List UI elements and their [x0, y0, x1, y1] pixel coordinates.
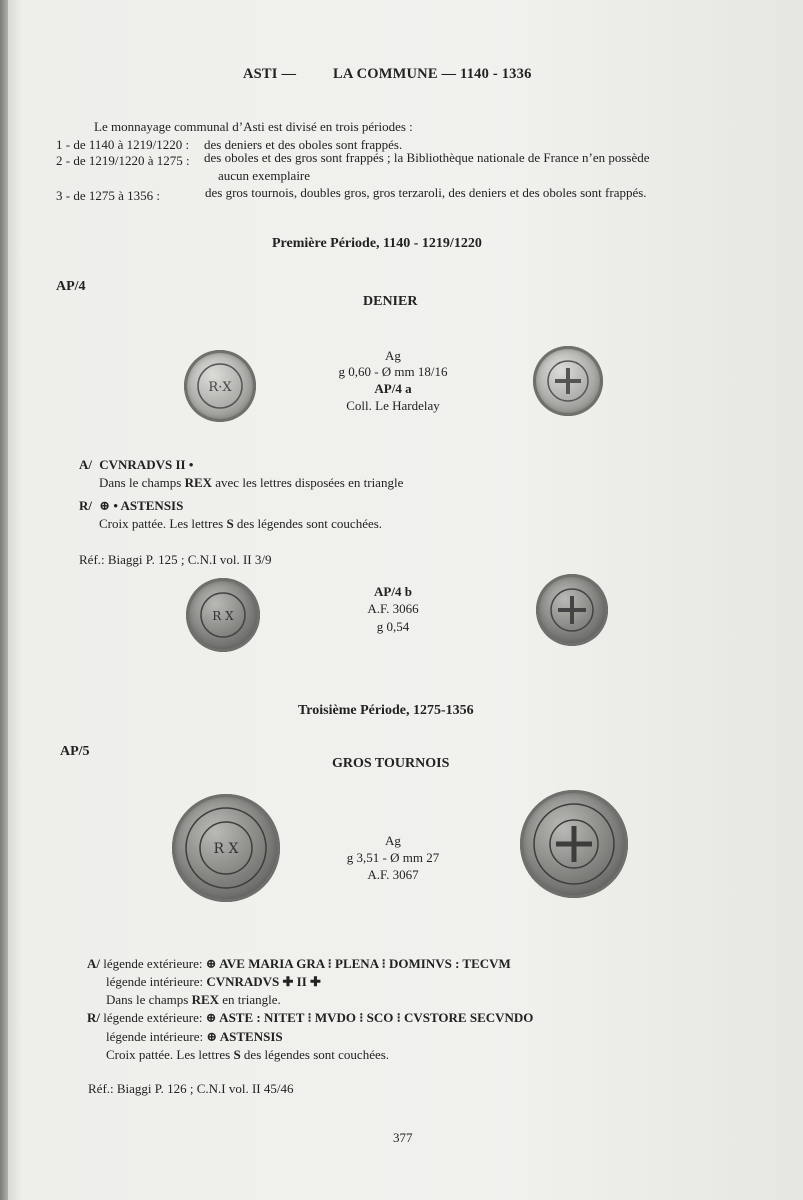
- coin-ap5-weight: g 3,51 - Ø mm 27: [346, 850, 440, 865]
- s1-obverse-legend: CVNRADVS II •: [99, 457, 194, 472]
- s1-obverse-prefix: A/: [79, 457, 92, 472]
- coin-ap5-reverse-image: [520, 790, 628, 898]
- coin-ap4a-collection: Coll. Le Hardelay: [346, 398, 440, 413]
- svg-text:R X: R X: [212, 609, 234, 623]
- coin-ap5-metal: Ag: [385, 833, 401, 848]
- s1-obverse-desc: [99, 475, 403, 491]
- s3-obverse-prefix: A/: [87, 956, 100, 971]
- s3-reverse-ext-label: légende extérieure:: [103, 1010, 203, 1025]
- s3-reverse-ext-legend: ⊕ ASTE : NITET ⁝ MVDO ⁝ SCO ⁝ CVSTORE SECVNDO: [205, 1010, 534, 1025]
- s3-obverse-int-line: [106, 974, 321, 990]
- s3-reverse-prefix: R/: [87, 1010, 100, 1025]
- coin-ap4b-id: AP/4 b: [374, 584, 412, 599]
- section-1-title: Première Période, 1140 - 1219/1220: [272, 236, 482, 251]
- s3-reverse-ext-line: [87, 1010, 533, 1026]
- s3-reverse-desc: [106, 1047, 389, 1063]
- s3-obverse-desc-b: REX: [191, 992, 220, 1007]
- s1-reverse-desc: [99, 516, 382, 532]
- section-1-code: AP/4: [56, 279, 86, 294]
- section-3-type: GROS TOURNOIS: [332, 756, 450, 771]
- s1-reverse-legend: ⊕ • ASTENSIS: [99, 498, 184, 513]
- book-page: [8, 0, 803, 1200]
- s3-obverse-ext-legend: ⊕ AVE MARIA GRA ⁝ PLENA ⁝ DOMINVS : TECVM: [205, 956, 511, 971]
- coin-ap4b-af: A.F. 3066: [367, 601, 419, 616]
- s3-reverse-int-line: [106, 1029, 283, 1045]
- section-3-title: Troisième Période, 1275-1356: [298, 703, 474, 718]
- coin-ap4a-weight: g 0,60 - Ø mm 18/16: [338, 364, 448, 379]
- coin-ap5-obverse-image: [172, 794, 280, 902]
- s3-obverse-int-label: légende intérieure:: [106, 974, 204, 989]
- intro-line: Le monnayage communal d’Asti est divisé en trois périodes :: [94, 119, 413, 134]
- section-3-code: AP/5: [60, 744, 90, 759]
- s1-reverse-line: [79, 498, 183, 514]
- s3-obverse-desc-c: en triangle.: [219, 992, 281, 1007]
- s1-obverse-desc-c: avec les lettres disposées en triangle: [212, 475, 404, 490]
- coin-ap4a-reverse-image: [533, 346, 603, 416]
- s1-reverse-desc-b: S: [226, 516, 234, 531]
- s3-reverse-int-legend: ⊕ ASTENSIS: [206, 1029, 283, 1044]
- s3-reverse-int-label: légende intérieure:: [106, 1029, 204, 1044]
- s1-obverse-desc-a: Dans le champs: [99, 475, 185, 490]
- header-title-left: ASTI —: [243, 66, 297, 82]
- coin-ap4b-weight: g 0,54: [376, 619, 410, 634]
- coin-ap4b-obverse-image: [186, 578, 260, 652]
- coin-ap4b-reverse-image: [536, 574, 608, 646]
- s1-reference: Réf.: Biaggi P. 125 ; C.N.I vol. II 3/9: [79, 552, 272, 567]
- s3-obverse-desc: [106, 992, 281, 1008]
- coin-ap4a-id: AP/4 a: [374, 381, 412, 396]
- coin-ap5-af: A.F. 3067: [367, 867, 419, 882]
- s3-obverse-desc-a: Dans le champs: [106, 992, 192, 1007]
- period-1-range: 1 - de 1140 à 1219/1220 :: [56, 137, 190, 152]
- section-1-type: DENIER: [363, 294, 418, 309]
- s3-reference: Réf.: Biaggi P. 126 ; C.N.I vol. II 45/46: [88, 1081, 294, 1096]
- page-number: 377: [393, 1130, 413, 1145]
- s3-reverse-desc-b: S: [233, 1047, 241, 1062]
- s3-obverse-ext-label: légende extérieure:: [103, 956, 203, 971]
- svg-text:R X: R X: [213, 841, 239, 857]
- s1-reverse-prefix: R/: [79, 498, 92, 513]
- period-2-range: 2 - de 1219/1220 à 1275 :: [56, 153, 190, 168]
- s3-reverse-desc-a: Croix pattée. Les lettres: [106, 1047, 234, 1062]
- period-3-range: 3 - de 1275 à 1356 :: [56, 188, 160, 203]
- period-2-text-cont: aucun exemplaire: [218, 168, 311, 183]
- coin-ap4a-obverse-image: [184, 350, 256, 422]
- header-title-right: LA COMMUNE — 1140 - 1336: [333, 66, 532, 82]
- s3-reverse-desc-c: des légendes sont couchées.: [240, 1047, 390, 1062]
- s1-reverse-desc-c: des légendes sont couchées.: [233, 516, 383, 531]
- period-3-text: des gros tournois, doubles gros, gros terzaroli, des deniers et des oboles sont frappés.: [205, 185, 647, 200]
- s3-obverse-int-legend: CVNRADVS ✚ II ✚: [206, 974, 321, 989]
- s3-obverse-ext-line: [87, 956, 511, 972]
- s1-obverse-desc-b: REX: [184, 475, 213, 490]
- coin-ap4a-metal: Ag: [385, 348, 401, 363]
- s1-reverse-desc-a: Croix pattée. Les lettres: [99, 516, 227, 531]
- s1-obverse-line: [79, 457, 193, 473]
- svg-text:R·X: R·X: [208, 380, 232, 395]
- period-1-text: des deniers et des oboles sont frappés.: [204, 137, 403, 152]
- period-2-text: des oboles et des gros sont frappés ; la Bibliothèque nationale de France n’en possède: [204, 150, 650, 165]
